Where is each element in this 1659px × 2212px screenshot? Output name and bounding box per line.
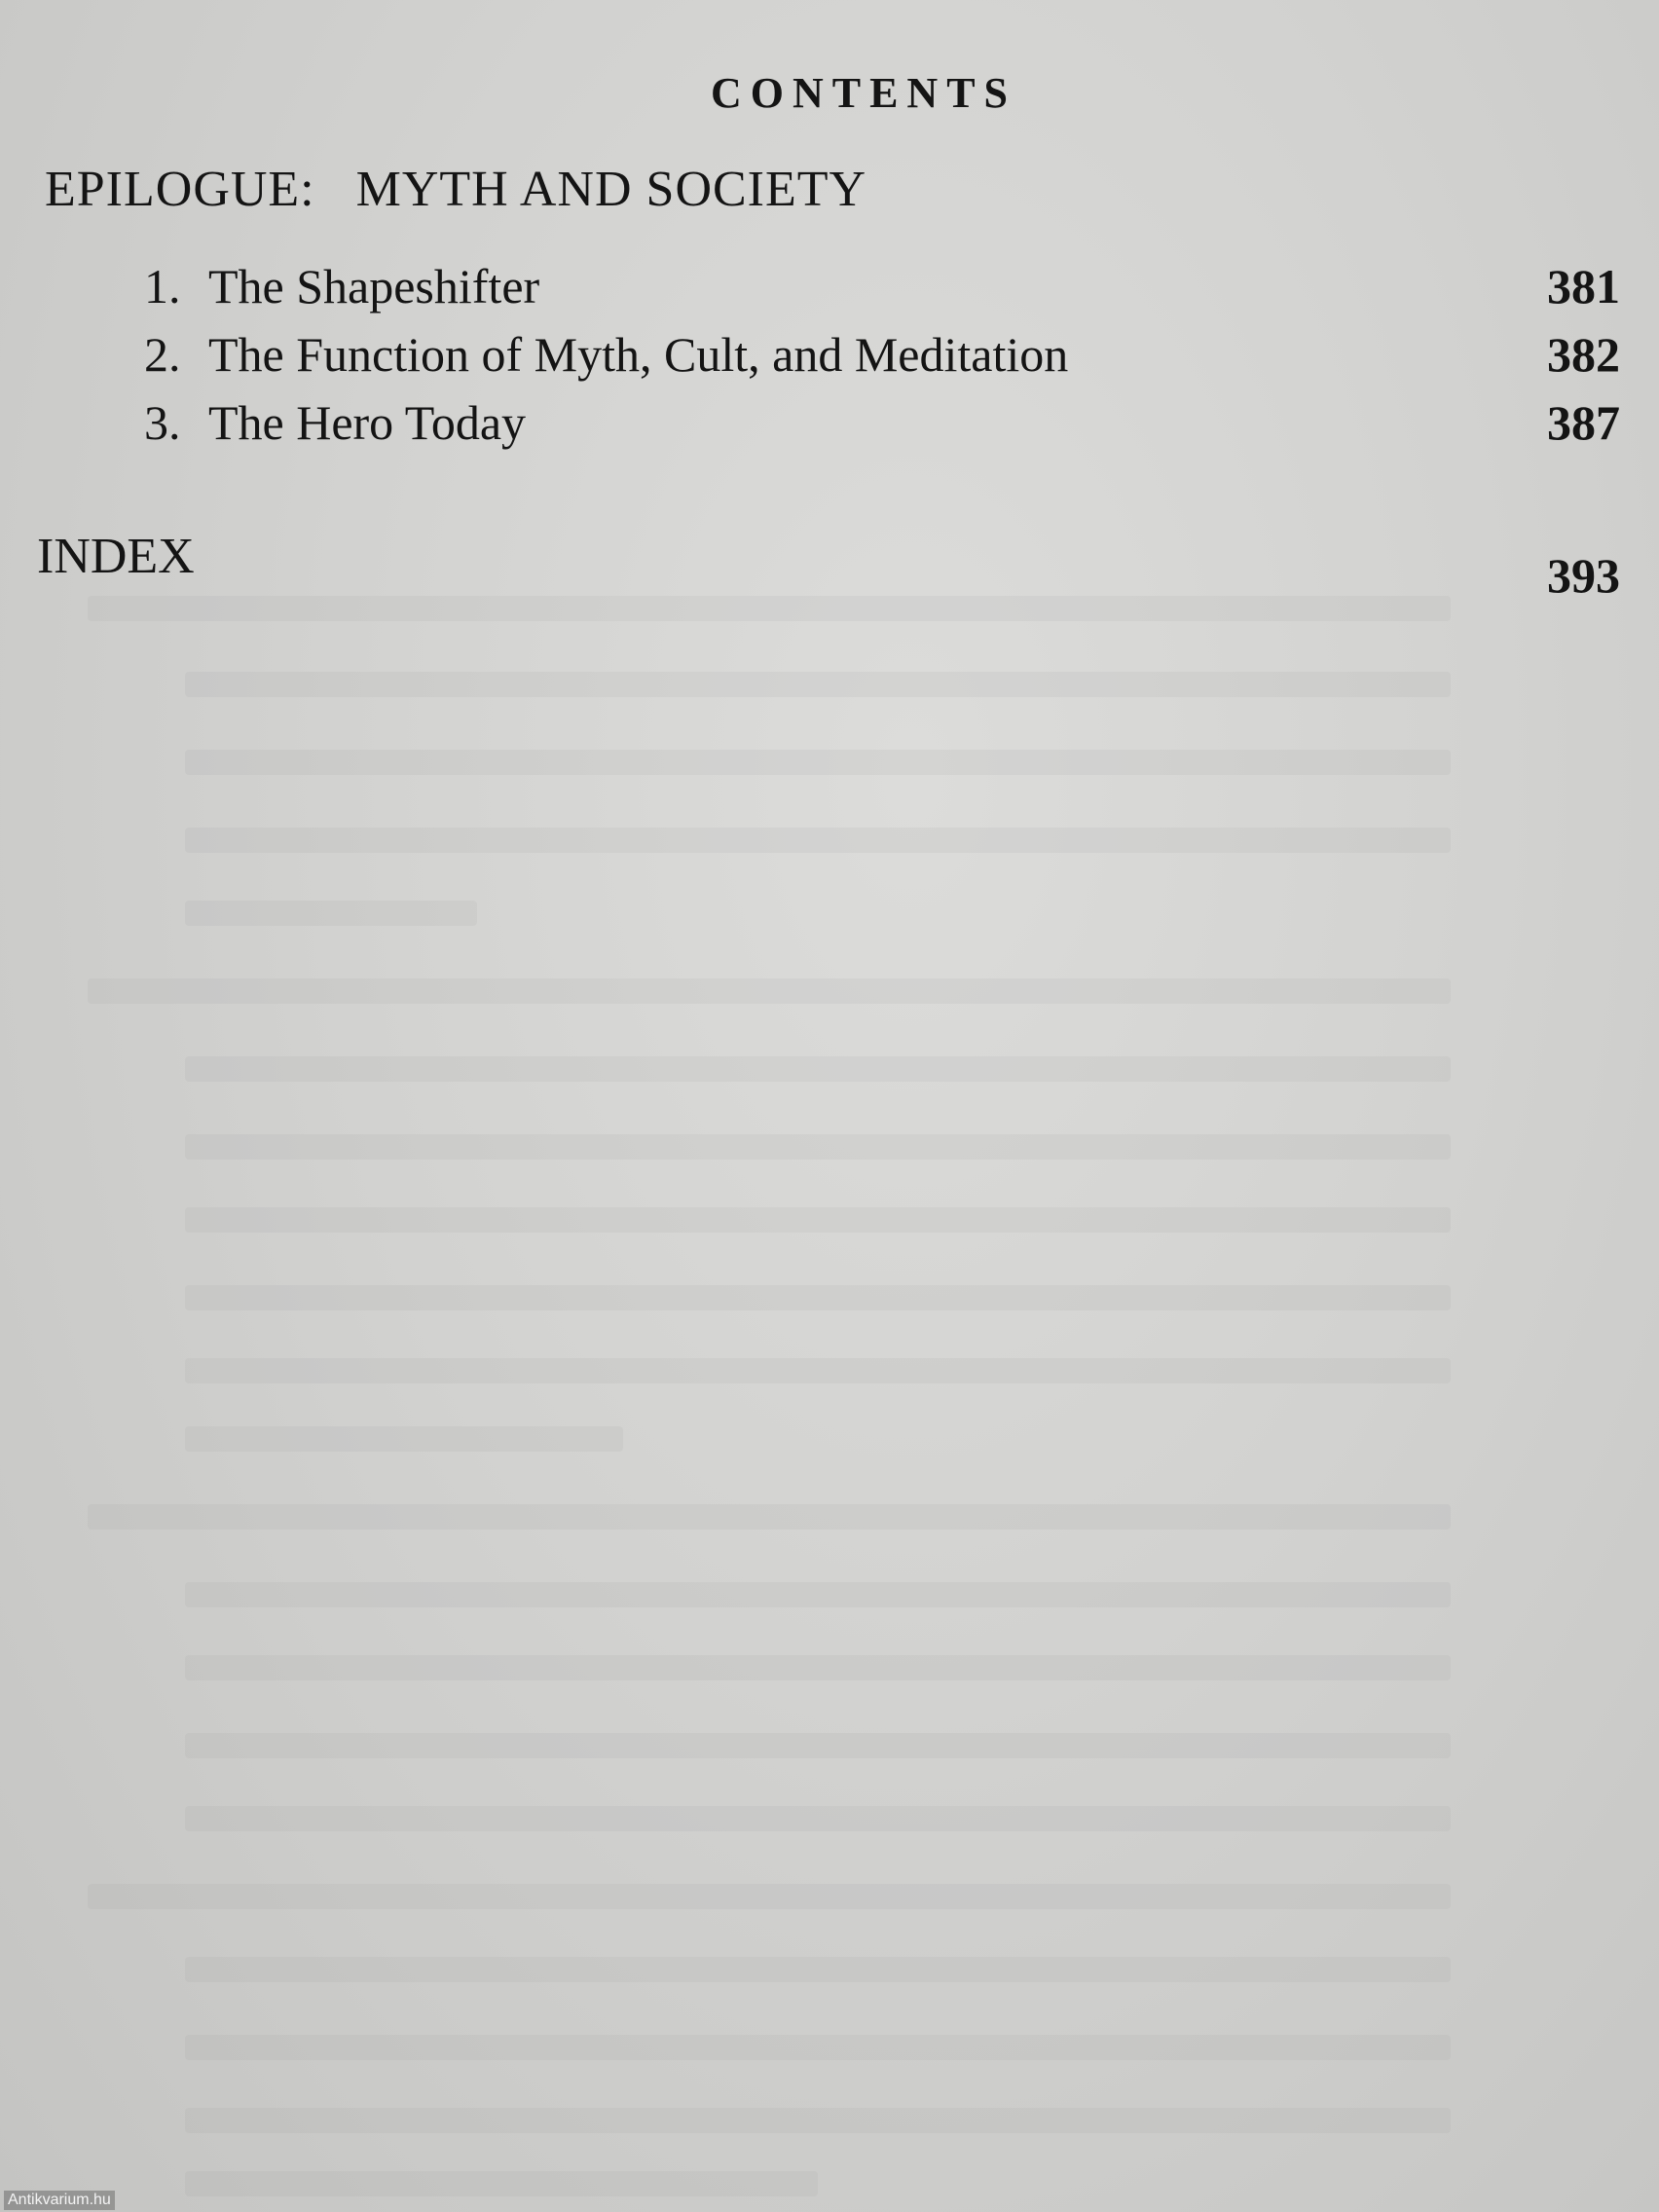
toc-entry[interactable] — [0, 258, 1659, 326]
entry-number: 1. — [144, 259, 181, 313]
entry-page-number: 387 — [1547, 395, 1620, 450]
index-label: INDEX — [37, 529, 195, 584]
contents-heading: CONTENTS — [710, 69, 1017, 117]
index-page-number: 393 — [1547, 548, 1620, 603]
entry-page-number: 381 — [1547, 259, 1620, 313]
toc-entry[interactable] — [0, 326, 1659, 394]
entry-page-number: 382 — [1547, 327, 1620, 382]
toc-entry[interactable] — [0, 394, 1659, 462]
index-entry[interactable] — [0, 528, 1659, 606]
entry-title: The Shapeshifter — [208, 259, 540, 313]
entry-title: The Hero Today — [208, 395, 527, 450]
part-title: EPILOGUE: MYTH AND SOCIETY — [45, 162, 867, 217]
watermark: Antikvarium.hu — [4, 2191, 115, 2210]
entry-title: The Function of Myth, Cult, and Meditation — [208, 327, 1069, 382]
entry-number: 2. — [144, 327, 181, 382]
entry-number: 3. — [144, 395, 181, 450]
